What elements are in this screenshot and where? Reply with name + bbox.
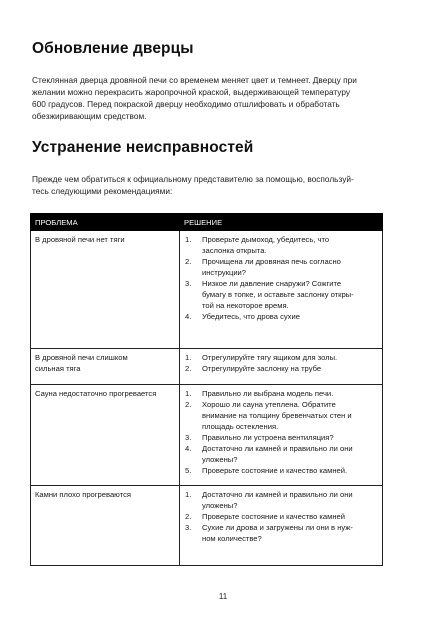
problem-text: Сауна недостаточно прогревается bbox=[35, 389, 157, 398]
step-text: Достаточно ли камней и правильно ли они bbox=[202, 490, 353, 499]
problem-text: В дровяной печи нет тяги bbox=[35, 235, 125, 244]
step-number: 4. bbox=[185, 444, 192, 453]
list-item bbox=[184, 511, 378, 522]
step-text: Проверьте состояние и качество камней bbox=[202, 512, 346, 521]
solution-cell bbox=[180, 349, 383, 385]
step-text: ном количестве? bbox=[202, 534, 262, 543]
step-text: Проверьте состояние и качество камней. bbox=[202, 466, 348, 475]
list-item bbox=[184, 522, 378, 544]
step-text: Проверьте дымоход, убедитесь, что bbox=[202, 235, 330, 244]
step-text: той на некоторое время. bbox=[202, 301, 289, 310]
step-number: 3. bbox=[185, 433, 192, 442]
troubleshooting-table bbox=[30, 213, 383, 566]
table-row bbox=[31, 231, 383, 349]
step-number: 5. bbox=[185, 466, 192, 475]
step-text: уложены? bbox=[202, 501, 238, 510]
list-item bbox=[184, 234, 378, 256]
step-text: инструкции? bbox=[202, 268, 247, 277]
problem-text: Камни плохо прогреваются bbox=[35, 490, 132, 499]
problem-cell bbox=[31, 385, 180, 486]
table-row bbox=[31, 385, 383, 486]
step-number: 2. bbox=[185, 257, 192, 266]
troubleshooting-intro-paragraph bbox=[32, 173, 418, 197]
paragraph-line: Стеклянная дверца дровяной печи со временем меняет цвет и темнеет. Дверцу при bbox=[32, 75, 357, 85]
table-row bbox=[31, 349, 383, 385]
column-header-problem: ПРОБЛЕМА bbox=[31, 214, 180, 231]
paragraph-line: Прежде чем обратиться к официальному представителю за помощью, воспользуй- bbox=[32, 174, 354, 184]
step-number: 2. bbox=[185, 400, 192, 409]
step-text: Прочищена ли дровяная печь согласно bbox=[202, 257, 341, 266]
step-text: Правильно ли выбрана модель печи. bbox=[202, 389, 334, 398]
step-text: Сухие ли дрова и загружены ли они в нуж- bbox=[202, 523, 353, 532]
list-item bbox=[184, 399, 378, 432]
section-title-door-renewal: Обновление дверцы bbox=[32, 40, 194, 57]
solution-list bbox=[184, 234, 378, 322]
step-text: Отрегулируйте тягу ящиком для золы. bbox=[202, 353, 338, 362]
paragraph-line: желании можно перекрасить жаропрочной краской, выдерживающей температуру bbox=[32, 87, 351, 97]
list-item bbox=[184, 388, 378, 399]
problem-cell bbox=[31, 349, 180, 385]
list-item bbox=[184, 465, 378, 476]
step-number: 3. bbox=[185, 523, 192, 532]
step-text: заслонка открыта. bbox=[202, 246, 267, 255]
step-text: Достаточно ли камней и правильно ли они bbox=[202, 444, 353, 453]
table-row bbox=[31, 486, 383, 566]
paragraph-line: обезжиривающим средством. bbox=[32, 111, 147, 121]
step-number: 2. bbox=[185, 364, 192, 373]
solution-list bbox=[184, 388, 378, 476]
step-number: 1. bbox=[185, 389, 192, 398]
step-text: Отрегулируйте заслонку на трубе bbox=[202, 364, 322, 373]
step-text: Правильно ли устроена вентиляция? bbox=[202, 433, 334, 442]
step-text: Низкое ли давление снаружи? Сожгите bbox=[202, 279, 342, 288]
paragraph-line: 600 градусов. Перед покраской дверцу необходимо отшлифовать и обработать bbox=[32, 99, 340, 109]
list-item bbox=[184, 311, 378, 322]
step-text: бумагу в топке, и оставьте заслонку откры- bbox=[202, 290, 354, 299]
solution-cell bbox=[180, 231, 383, 349]
step-text: внимание на толщину бревенчатых стен и bbox=[202, 411, 352, 420]
step-text: уложены? bbox=[202, 455, 238, 464]
problem-cell bbox=[31, 231, 180, 349]
problem-text: сильная тяга bbox=[35, 364, 81, 373]
solution-cell bbox=[180, 486, 383, 566]
step-number: 4. bbox=[185, 312, 192, 321]
list-item bbox=[184, 363, 378, 374]
step-text: площадь остекления. bbox=[202, 422, 279, 431]
list-item bbox=[184, 489, 378, 511]
step-number: 1. bbox=[185, 353, 192, 362]
section-title-troubleshooting: Устранение неисправностей bbox=[32, 139, 254, 156]
step-number: 1. bbox=[185, 490, 192, 499]
paragraph-line: тесь следующими рекомендациями: bbox=[32, 186, 173, 196]
list-item bbox=[184, 432, 378, 443]
list-item bbox=[184, 278, 378, 311]
list-item bbox=[184, 256, 378, 278]
step-text: Хорошо ли сауна утеплена. Обратите bbox=[202, 400, 336, 409]
step-number: 1. bbox=[185, 235, 192, 244]
step-number: 2. bbox=[185, 512, 192, 521]
problem-cell bbox=[31, 486, 180, 566]
column-header-solution: РЕШЕНИЕ bbox=[180, 214, 383, 231]
step-text: Убедитесь, что дрова сухие bbox=[202, 312, 300, 321]
step-number: 3. bbox=[185, 279, 192, 288]
problem-text: В дровяной печи слишком bbox=[35, 353, 128, 362]
list-item bbox=[184, 352, 378, 363]
list-item bbox=[184, 443, 378, 465]
table-header-row bbox=[31, 214, 383, 231]
solution-list bbox=[184, 352, 378, 374]
page-number: 11 bbox=[218, 592, 228, 601]
solution-list bbox=[184, 489, 378, 544]
solution-cell bbox=[180, 385, 383, 486]
door-renewal-paragraph bbox=[32, 74, 418, 122]
